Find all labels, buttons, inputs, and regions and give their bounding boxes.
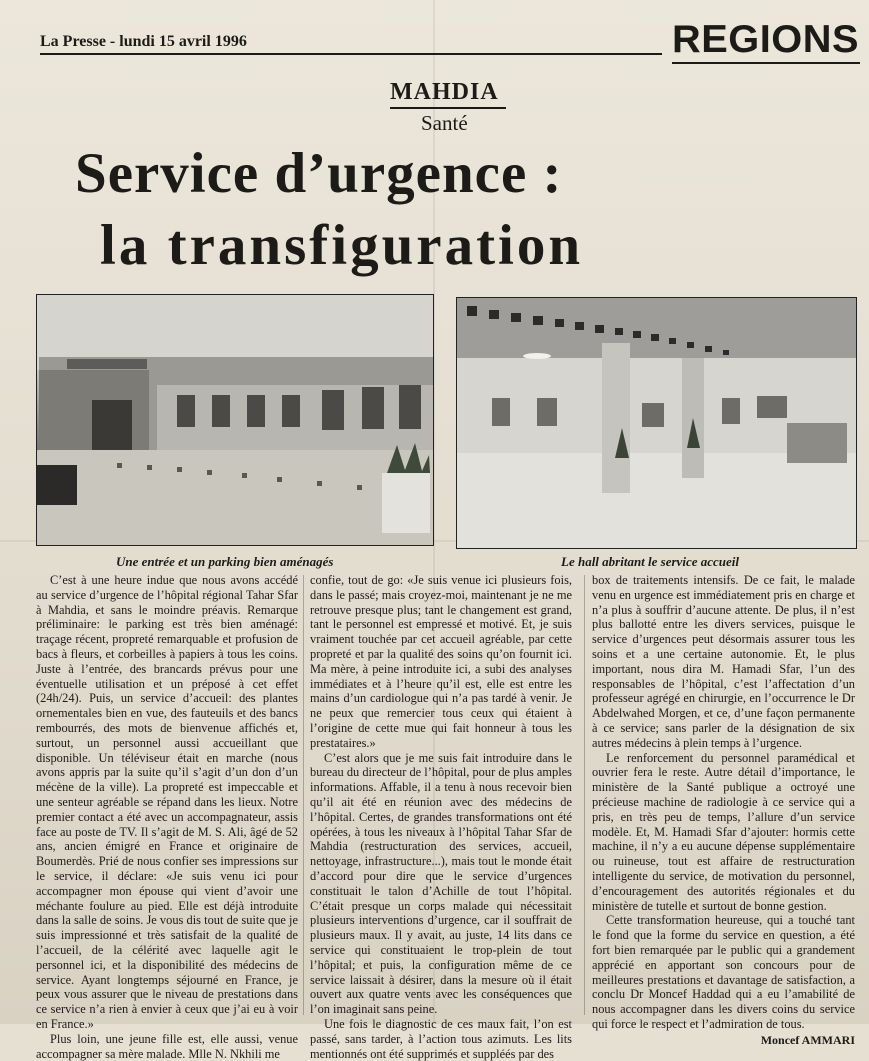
header-rule [40,53,662,55]
photo-caption-left: Une entrée et un parking bien aménagés [116,554,334,569]
article-column-1 [36,573,298,1061]
photo-caption-right: Le hall abritant le service accueil [561,554,739,569]
kicker-topic: Santé [421,111,468,135]
photo-entrance-parking [36,294,434,546]
article-paragraph: Le renforcement du personnel paramédical et ouvrier fera le reste. Autre détail d’importance, le ministère de la Santé publique a octroyé une précieuse machine de radiologie à ce service qui a pris, en très peu de temps, l’allure d’un service modèle. Et, M. Hamadi Sfar d’ajouter: hormis cette machine, il n’y a eu aucune dépense supplémentaire ou ruineuse, tout est affaire de restructuration intelligente du service, de motivation du personnel, d’encouragement des autorités régionales et du ministère de tutelle et surtout de bonne gestion. [592,750,855,913]
article-paragraph: Une fois le diagnostic de ces maux fait, l’on est passé, sans tarder, à l’action tous azimuts. Les lits mentionnés ont été supprimés et suppléés par des [310,1016,572,1061]
article-paragraph: C’est à une heure indue que nous avons accédé au service d’urgence de l’hôpital régional Tahar Sfar à Mahdia, et sans le moindre préavis. Remarque préliminaire: le parking est très bien aménagé: traçage récent, propreté remarquable et profusion de bacs à fleurs, et corbeilles à papiers à tous les coins. Juste à l’entrée, des brancards prévus pour une éventuelle utilisation et un préposé à cet effet (24h/24). Puis, un service d’accueil: des plantes ornementales bien en vue, des fauteuils et des bancs rembourrés, des mots de bienvenue affichés et, surtout, un personnel aussi accueillant que disponible. Un téléviseur était en marche (nous avons appris par la suite qu’il s’agit d’un don d’un mécène de la ville). La propreté est impeccable et une senteur agréable se répand dans les lieux. Notre premier contact a été avec un accompagnateur, assis face au poste de TV. Il s’agit de M. S. Ali, âgé de 52 ans, ancien émigré en France et originaire de Boumerdès. Prié de nous confier ses impressions sur le service, il déclare: «Je suis venu ici pour accompagner mon épouse qui vient d’avoir une méchante foulure au pied. Elle est déjà introduite dans la salle de soins. Je vous dis tout de suite que je suis impressionné et très satisfait de la qualité de l’accueil, de la célérité avec laquelle agit le personnel ici, et la disponibilité des médecins de service. Ayant longtemps séjourné en France, je peux vous assurer que le niveau de prestations dans ce service n’a rien à envier à ceux que j’ai eu à voir en France.» [36,573,298,1031]
headline-line-2: la transfiguration [100,214,584,277]
column-divider [584,575,585,1015]
photo-hall-illustration [457,298,856,548]
photo-reception-hall [456,297,857,549]
article-paragraph: confie, tout de go: «Je suis venue ici plusieurs fois, dans le passé; mais croyez-moi, maintenant je ne me retrouve presque plus; tant le changement est grand, tant le personnel est empressé et motivé. Et, je suis vraiment touchée par cet accueil agréable, par cette propreté et par la qualité des soins qu’on fournit ici. Ma mère, à peine introduite ici, a subi des analyses immédiates et à l’heure qu’il est, elle est entre les mains d’un cardiologue qui n’a pas tardé à venir. Je ne peux que remercier tous ceux qui étaient à l’origine de cette mue qui fait honneur à tous les prestataires.» [310,573,572,750]
article-paragraph: Plus loin, une jeune fille est, elle aussi, venue accompagner sa mère malade. Mlle N. Nkhili me [36,1031,298,1061]
section-title: REGIONS [672,18,860,61]
article-paragraph: box de traitements intensifs. De ce fait, le malade venu en urgence est immédiatement pris en charge et n’a plus à souffrir d’aucune attente. De plus, il n’est plus ballotté entre les divers services, puisque le service d’urgences peut désormais assurer tous les soins et a une certaine autonomie. Et, le plus important, nous dira M. Hamadi Sfar, l’un des responsables de l’hôpital, c’est l’affectation d’un professeur agrégé en chirurgie, en l’occurrence le Dr Abdelwahed Morgen, et ce, d’une façon permanente à ce service; sans parler de la désignation de six autres médecins à plein temps à l’urgence. [592,573,855,750]
article-paragraph: Cette transformation heureuse, qui a touché tant le fond que la forme du service en question, a été fort bien remarquée par le public qui a grandement apprécié en apportant son concours pour de meilleures prestations et davantage de satisfaction, a conclu Dr Moncef Haddad qui a eu l’amabilité de nous accompagner dans les divers coins du service qui force le respect et l’admiration de tous. [592,913,855,1031]
kicker-underline [390,107,506,109]
column-divider [303,575,304,1015]
article-column-2 [310,573,572,1061]
kicker-city: MAHDIA [390,79,499,105]
header-date-line: La Presse - lundi 15 avril 1996 [40,33,247,50]
headline [75,138,583,282]
section-rule [672,62,860,64]
headline-line-1: Service d’urgence : [75,142,563,205]
photo-entrance-illustration [37,295,433,545]
article-byline: Moncef AMMARI [760,1032,855,1047]
article-column-3 [592,573,855,1047]
article-paragraph: C’est alors que je me suis fait introduire dans le bureau du directeur de l’hôpital, pour de plus amples informations. Affable, il a tenu à nous recevoir bien qu’il ait été en réunion avec des médecins de l’hôpital. Certes, de grandes transformations ont été opérées, à tous les niveaux à l’hôpital Tahar Sfar de Mahdia (restructuration des services, accueil, nettoyage, infrastructure...), mais tout le monde était d’accord pour dire que le service d’urgences constituait le talon d’Achille de tout l’hôpital. C’était presque un corps malade qui nécessitait plusieurs interventions d’urgence, car il souffrait de plusieurs maux. Il y avait, au juste, 14 lits dans ce service qui constituaient le trop-plein de tout l’hôpital; et puis, la configuration même de ce service laissait à désirer, dans la mesure où il était ouvert aux quatre vents avec les conséquences que l’on imaginait sans peine. [310,750,572,1017]
